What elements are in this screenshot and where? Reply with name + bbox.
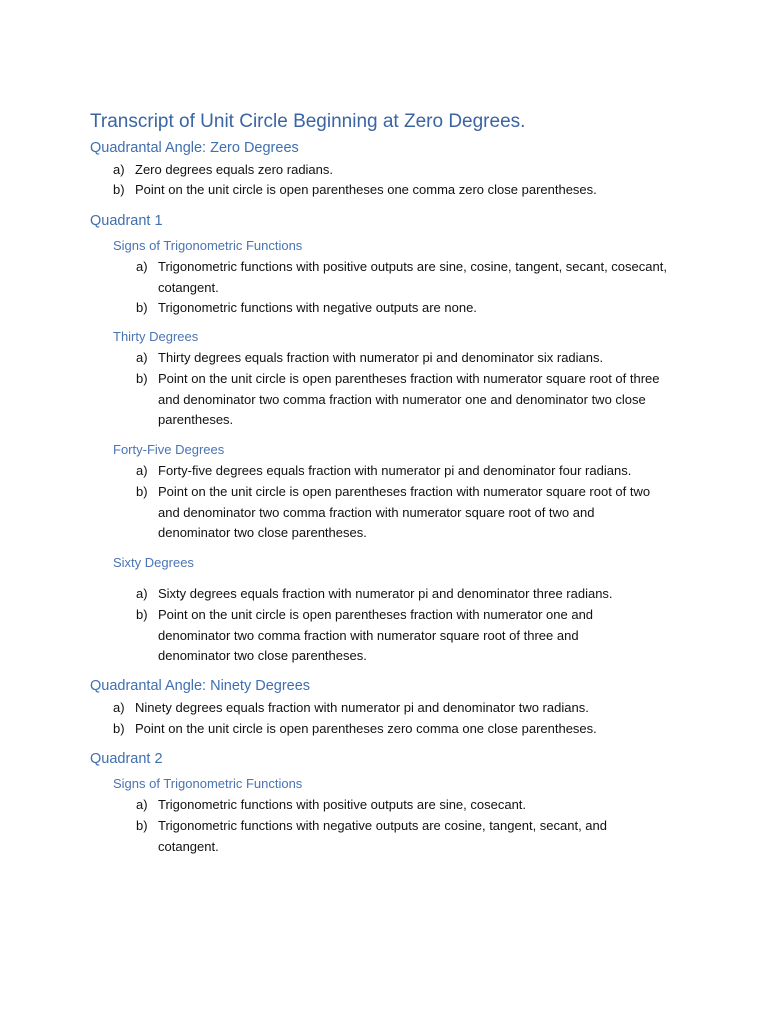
- item-label: a): [136, 586, 148, 601]
- item-label: b): [136, 300, 148, 315]
- item-label: a): [136, 259, 148, 274]
- item-label: a): [136, 463, 148, 478]
- item-text: Point on the unit circle is open parentheses fraction with numerator square root of three and denominator two comma fraction with numerator one and denominator two close parentheses.: [158, 371, 660, 427]
- item-text: Thirty degrees equals fraction with numerator pi and denominator six radians.: [158, 350, 604, 365]
- item-label: a): [136, 350, 148, 365]
- heading-quadrant-1: Quadrant 1: [90, 213, 163, 229]
- item-text: Sixty degrees equals fraction with numerator pi and denominator three radians.: [158, 586, 613, 601]
- heading-zero-degrees: Quadrantal Angle: Zero Degrees: [90, 140, 299, 156]
- heading-forty-five-degrees: Forty-Five Degrees: [113, 442, 225, 457]
- item-text: Trigonometric functions with negative outputs are cosine, tangent, secant, and cotangent.: [158, 818, 608, 854]
- item-label: a): [136, 797, 148, 812]
- item-text: Point on the unit circle is open parentheses zero comma one close parentheses.: [135, 721, 597, 736]
- heading-quadrant-2: Quadrant 2: [90, 751, 163, 767]
- item-label: b): [136, 607, 148, 622]
- heading-sixty-degrees: Sixty Degrees: [113, 555, 194, 570]
- item-text: Trigonometric functions with positive outputs are sine, cosine, tangent, secant, cosecant, cotangent.: [158, 259, 667, 295]
- heading-q1-signs: Signs of Trigonometric Functions: [113, 238, 303, 253]
- item-label: a): [113, 162, 125, 177]
- item-text: Trigonometric functions with positive outputs are sine, cosecant.: [158, 797, 527, 812]
- item-text: Point on the unit circle is open parentheses fraction with numerator one and denominator two comma fraction with numerator square root of three and denominator two close parentheses.: [158, 607, 594, 663]
- item-label: a): [113, 700, 125, 715]
- heading-q2-signs: Signs of Trigonometric Functions: [113, 776, 303, 791]
- item-label: b): [136, 371, 148, 386]
- item-label: b): [113, 182, 125, 197]
- heading-ninety-degrees: Quadrantal Angle: Ninety Degrees: [90, 678, 311, 694]
- item-text: Ninety degrees equals fraction with numerator pi and denominator two radians.: [135, 700, 589, 715]
- item-text: Trigonometric functions with negative outputs are none.: [158, 300, 477, 315]
- item-text: Point on the unit circle is open parentheses fraction with numerator square root of two and denominator two comma fraction with numerator square root of two and denominator two close parentheses.: [158, 484, 651, 540]
- item-text: Forty-five degrees equals fraction with numerator pi and denominator four radians.: [158, 463, 632, 478]
- item-text: Point on the unit circle is open parentheses one comma zero close parentheses.: [135, 182, 597, 197]
- item-text: Zero degrees equals zero radians.: [135, 162, 334, 177]
- document-title: Transcript of Unit Circle Beginning at Zero Degrees.: [90, 111, 526, 132]
- item-label: b): [136, 818, 148, 833]
- item-label: b): [113, 721, 125, 736]
- item-label: b): [136, 484, 148, 499]
- heading-thirty-degrees: Thirty Degrees: [113, 329, 199, 344]
